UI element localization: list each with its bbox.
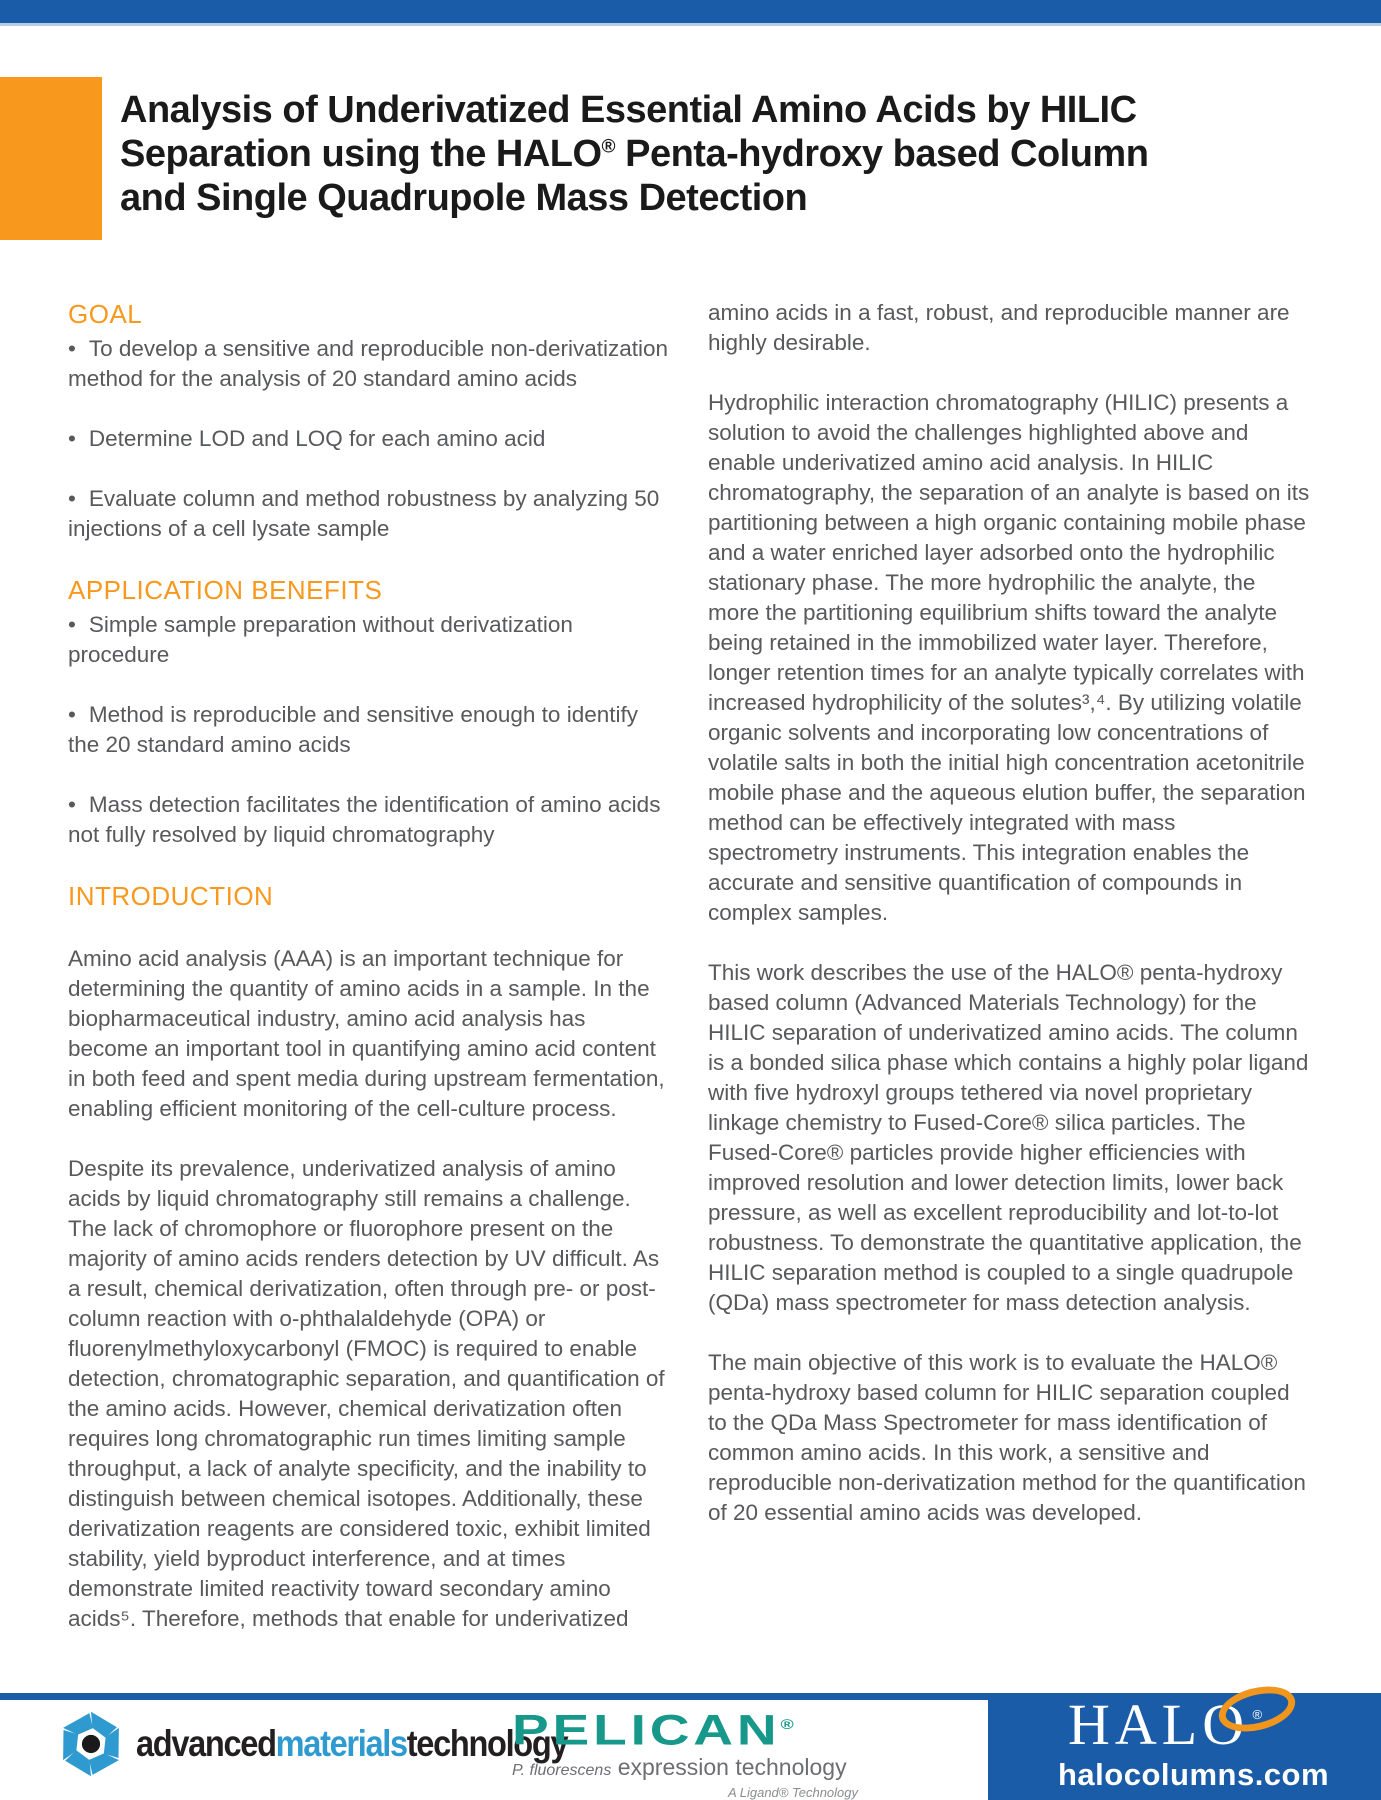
bullet-marker: •	[68, 426, 76, 451]
goal-bullet-1-text: To develop a sensitive and reproducible non-derivatization method for the analysis of 20 standard amino acids	[68, 336, 669, 391]
benefit-bullet-2-text: Method is reproducible and sensitive enough to identify the 20 standard amino acids	[68, 702, 638, 757]
goal-bullet-2	[68, 424, 668, 454]
amt-word-technology: technology	[406, 1723, 568, 1764]
bullet-marker: •	[68, 612, 76, 637]
heading-application-benefits: APPLICATION BENEFITS	[68, 575, 383, 605]
title-line-1: Analysis of Underivatized Essential Amino Acids by HILIC	[120, 89, 1137, 131]
goal-bullet-3	[68, 484, 668, 544]
title-line-2-text: Separation using the HALO	[120, 133, 602, 175]
amt-pinwheel-icon	[56, 1709, 126, 1779]
pelican-name-text: PELICAN	[512, 1706, 781, 1755]
title-line-3: and Single Quadrupole Mass Detection	[120, 177, 808, 219]
ligand-technology-tagline: A Ligand® Technology	[727, 1785, 858, 1800]
top-blue-bar	[0, 0, 1381, 23]
introduction-paragraph-1: Amino acid analysis (AAA) is an important technique for determining the quantity of amino acids in a sample. In the biopharmaceutical industry, amino acid analysis has become an important tool in quantifying amino acid content in both feed and spent media during upstream fermentation, enabling efficient monitoring of the cell-culture process.	[68, 946, 665, 1121]
benefit-bullet-3-text: Mass detection facilitates the identification of amino acids not fully resolved by liquid chromatography	[68, 792, 661, 847]
bullet-marker: •	[68, 702, 76, 727]
goal-bullet-2-text: Determine LOD and LOQ for each amino acid	[88, 426, 546, 451]
benefit-bullet-2	[68, 700, 668, 760]
amt-word-advanced: advanced	[136, 1723, 276, 1764]
heading-introduction: INTRODUCTION	[68, 881, 274, 911]
right-paragraph-3: This work describes the use of the HALO® penta-hydroxy based column (Advanced Materials Technology) for the HILIC separation of underivatized amino acids. The column is a bonded silica phase which contains a highly polar ligand with five hydroxyl groups tethered via novel proprietary linkage chemistry to Fused-Core® silica particles. The Fused-Core® particles provide higher efficiencies with improved resolution and lower detection limits, lower back pressure, as well as excellent reproducibility and lot-to-lot robustness. To demonstrate the quantitative application, the HILIC separation method is coupled to a single quadrupole (QDa) mass spectrometer for mass detection analysis.	[708, 960, 1309, 1315]
registered-trademark-mark: ®	[601, 136, 616, 158]
heading-goal: GOAL	[68, 299, 143, 329]
right-column	[708, 298, 1310, 1558]
bullet-marker: •	[68, 336, 76, 361]
pelican-wordmark	[512, 1702, 960, 1755]
right-paragraph-2: Hydrophilic interaction chromatography (HILIC) presents a solution to avoid the challenges highlighted above and enable underivatized amino acid analysis. In HILIC chromatography, the separation of an analyte is based on its partitioning between a high organic containing mobile phase and a water enriched layer adsorbed onto the hydrophilic stationary phase. The more hydrophilic the analyte, the more the partitioning equilibrium shifts toward the analyte being retained in the immobilized water layer. Therefore, longer retention times for an analyte typically correlates with increased hydrophilicity of the solutes³,⁴. By utilizing volatile organic solvents and incorporating low concentrations of volatile salts in both the initial high concentration acetonitrile mobile phase and the aqueous elution buffer, the separation method can be effectively integrated with mass spectrometry instruments. This integration enables the accurate and sensitive quantification of compounds in complex samples.	[708, 390, 1310, 925]
amt-wordmark	[136, 1723, 567, 1765]
title-line-2-rest: Penta-hydroxy based Column	[615, 133, 1149, 175]
pelican-tagline	[512, 1754, 862, 1784]
benefit-bullet-3	[68, 790, 668, 850]
amt-word-materials: materials	[275, 1723, 407, 1764]
title-line-2	[120, 132, 1210, 176]
pelican-registered-mark: ®	[780, 1716, 798, 1732]
halo-logo	[1068, 1692, 1268, 1757]
bullet-marker: •	[68, 486, 76, 511]
goal-bullet-1	[68, 334, 668, 394]
bullet-marker: •	[68, 792, 76, 817]
halo-footer-box	[988, 1693, 1381, 1800]
halo-registered-mark: ®	[1252, 1707, 1268, 1722]
benefit-bullet-1	[68, 610, 668, 670]
pelican-logo	[512, 1702, 862, 1800]
pelican-species-text: P. fluorescens	[512, 1762, 612, 1780]
left-column	[68, 298, 668, 1664]
benefit-bullet-1-text: Simple sample preparation without derivatization procedure	[68, 612, 573, 667]
page-title	[120, 88, 1210, 220]
right-paragraph-4: The main objective of this work is to evaluate the HALO® penta-hydroxy based column for HILIC separation coupled to the QDa Mass Spectrometer for mass identification of common amino acids. In this work, a sensitive and reproducible non-derivatization method for the quantification of 20 essential amino acids was developed.	[708, 1350, 1306, 1525]
goal-bullet-3-text: Evaluate column and method robustness by analyzing 50 injections of a cell lysate sample	[68, 486, 660, 541]
introduction-paragraph-2: Despite its prevalence, underivatized analysis of amino acids by liquid chromatography still remains a challenge. The lack of chromophore or fluorophore present on the majority of amino acids renders detection by UV difficult. As a result, chemical derivatization, often through pre- or post-column reaction with o-phthalaldehyde (OPA) or fluorenylmethyloxycarbonyl (FMOC) is required to enable detection, chromatographic separation, and quantification of the amino acids. However, chemical derivatization often requires long chromatographic run times limiting sample throughput, a lack of analyte specificity, and the inability to distinguish between chemical isotopes. Additionally, these derivatization reagents are considered toxic, exhibit limited stability, yield byproduct interference, and at times demonstrate limited reactivity toward secondary amino acids⁵. Therefore, methods that enable for underivatized	[68, 1156, 665, 1631]
halo-website-url: halocolumns.com	[1058, 1757, 1330, 1792]
orange-accent-block	[0, 77, 102, 240]
right-paragraph-1: amino acids in a fast, robust, and reproducible manner are highly desirable.	[708, 300, 1290, 355]
pelican-tagline-text: expression technology	[617, 1754, 847, 1781]
halo-wordmark-text: HALO	[1068, 1692, 1250, 1757]
top-accent-line	[0, 23, 1381, 26]
